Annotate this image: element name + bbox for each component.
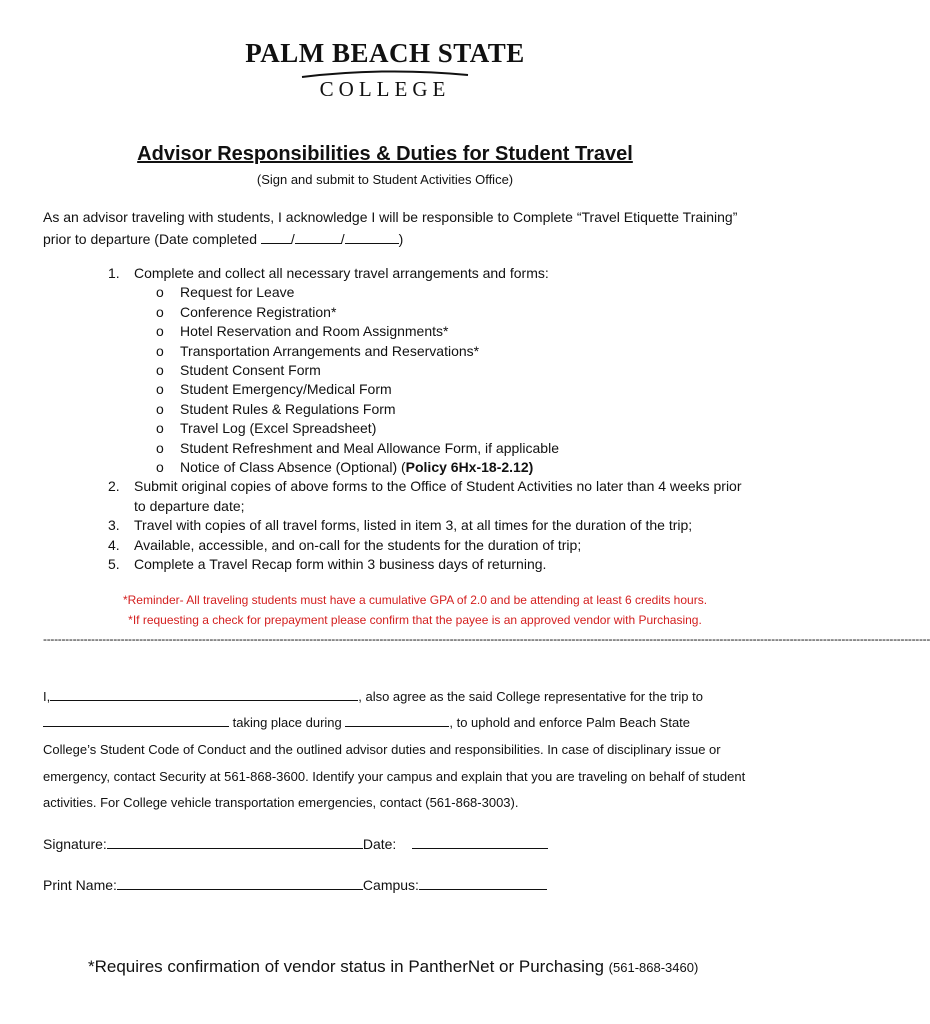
logo-line1: PALM BEACH STATE — [245, 38, 525, 68]
sub-list-item: o Notice of Class Absence (Optional) (Policy 6Hx-18-2.12) — [108, 458, 742, 477]
print-name-row — [43, 877, 547, 893]
bullet-icon: o — [156, 459, 164, 476]
agreement-line5: activities. For College vehicle transportation emergencies, contact (561-868-3003). — [43, 795, 519, 810]
bullet-icon: o — [156, 362, 164, 379]
intro-paragraph — [43, 206, 743, 250]
list-item-continuation: to departure date; — [134, 497, 245, 514]
bullet-icon: o — [156, 381, 164, 398]
agreement-line2: taking place during , to uphold and enforce Palm Beach State — [43, 714, 690, 732]
list-item: 1. Complete and collect all necessary travel arrangements and forms: — [108, 265, 549, 281]
dates-blank[interactable] — [345, 714, 449, 727]
date-day-blank[interactable] — [295, 231, 341, 244]
page-subtitle: (Sign and submit to Student Activities Office) — [256, 172, 514, 187]
dashed-divider: ------------------------------------------------------------------------------------------------------------------------------------------------------------------------------------------------------------------------------------------------ — [43, 632, 930, 646]
intro-line2: prior to departure (Date completed / / ) — [43, 231, 404, 247]
page-title: Advisor Responsibilities & Duties for Student Travel — [137, 143, 633, 165]
bullet-icon: o — [156, 284, 164, 301]
agreement-line3: College’s Student Code of Conduct and the outlined advisor duties and responsibilities. In case of disciplinary issue or — [43, 742, 721, 757]
date-month-blank[interactable] — [261, 231, 291, 244]
responsibilities-list — [108, 264, 742, 575]
payee-reminder: *If requesting a check for prepayment please confirm that the payee is an approved vendor with Purchasing. — [128, 613, 702, 627]
sub-list-item: o Student Emergency/Medical Form — [108, 380, 742, 399]
sub-list-item: o Request for Leave — [108, 283, 742, 302]
bullet-icon: o — [156, 420, 164, 437]
date-year-blank[interactable] — [345, 231, 399, 244]
gpa-reminder: *Reminder- All traveling students must have a cumulative GPA of 2.0 and be attending at least 6 credits hours. — [122, 593, 708, 607]
date-field[interactable] — [412, 836, 548, 849]
sub-list-item: o Student Refreshment and Meal Allowance Form, if applicable — [108, 439, 742, 458]
campus-label: Campus: — [362, 877, 419, 893]
bullet-icon: o — [156, 323, 164, 340]
bullet-icon: o — [156, 303, 164, 320]
agreement-line1: I, , also agree as the said College representative for the trip to — [43, 689, 703, 704]
vendor-footnote: *Requires confirmation of vendor status in PantherNet or Purchasing (561-868-3460) — [88, 957, 699, 976]
agreement-line4: emergency, contact Security at 561-868-3600. Identify your campus and explain that you are traveling on behalf of student — [43, 769, 746, 784]
list-item: 3. Travel with copies of all travel forms, listed in item 3, at all times for the duration of the trip; — [108, 517, 693, 534]
bullet-icon: o — [156, 342, 164, 359]
sub-list-item: o Student Rules & Regulations Form — [108, 400, 742, 419]
sub-list-item: o Hotel Reservation and Room Assignments* — [108, 322, 742, 341]
bullet-icon: o — [156, 400, 164, 417]
sub-list-item: o Transportation Arrangements and Reservations* — [108, 342, 742, 361]
sub-list-item: o Student Consent Form — [108, 361, 742, 380]
destination-blank[interactable] — [43, 714, 229, 727]
college-logo — [0, 38, 770, 102]
logo-line2: COLLEGE — [319, 77, 451, 101]
signature-row — [43, 836, 548, 852]
list-item: 4. Available, accessible, and on-call for the students for the duration of trip; — [108, 536, 582, 553]
policy-reference: Policy 6Hx-18-2.12) — [405, 459, 534, 476]
intro-line1: As an advisor traveling with students, I acknowledge I will be responsible to Complete “Travel Etiquette Training” — [43, 209, 738, 225]
advisor-name-blank[interactable] — [50, 688, 358, 701]
purchasing-phone: (561-868-3460) — [608, 960, 699, 975]
signature-label: Signature: — [43, 836, 107, 852]
list-item: 5. Complete a Travel Recap form within 3 business days of returning. — [108, 556, 547, 573]
list-item: 2. Submit original copies of above forms to the Office of Student Activities no later than 4 weeks prior — [108, 478, 742, 495]
sub-list-item: o Conference Registration* — [108, 303, 742, 322]
signature-field[interactable] — [107, 836, 363, 849]
print-name-field[interactable] — [117, 877, 363, 890]
date-label: Date: — [362, 836, 397, 852]
campus-field[interactable] — [419, 877, 547, 890]
print-name-label: Print Name: — [43, 877, 117, 893]
bullet-icon: o — [156, 439, 164, 456]
sub-list-item: o Travel Log (Excel Spreadsheet) — [108, 419, 742, 438]
